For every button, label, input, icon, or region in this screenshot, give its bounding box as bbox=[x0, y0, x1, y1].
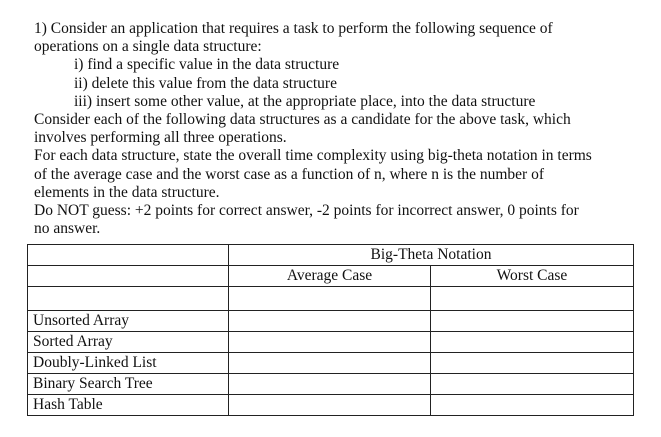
operation-delete: ii) delete this value from the data structure bbox=[74, 74, 337, 92]
worst-case-header: Worst Case bbox=[431, 266, 634, 287]
average-case-answer-cell[interactable] bbox=[229, 332, 431, 353]
table-row bbox=[28, 395, 634, 416]
average-case-answer-cell[interactable] bbox=[229, 353, 431, 374]
corner-cell bbox=[28, 245, 229, 266]
complexity-table bbox=[27, 244, 634, 416]
operation-find: i) find a specific value in the data structure bbox=[74, 56, 340, 74]
worst-case-answer-cell[interactable] bbox=[431, 374, 634, 395]
row-label-hash-table: Hash Table bbox=[28, 395, 229, 416]
worst-case-answer-cell[interactable] bbox=[431, 353, 634, 374]
average-case-header: Average Case bbox=[229, 266, 431, 287]
big-theta-header: Big-Theta Notation bbox=[229, 245, 634, 266]
worst-case-answer-cell[interactable] bbox=[431, 395, 634, 416]
question-line: Consider each of the following data structures as a candidate for the above task, which bbox=[34, 111, 571, 129]
row-label-sorted-array: Sorted Array bbox=[28, 332, 229, 353]
question-line: involves performing all three operations. bbox=[34, 129, 287, 147]
average-case-answer-cell[interactable] bbox=[229, 311, 431, 332]
corner-cell bbox=[28, 266, 229, 287]
row-label-binary-search-tree: Binary Search Tree bbox=[28, 374, 229, 395]
row-label-doubly-linked-list: Doubly-Linked List bbox=[28, 353, 229, 374]
operation-insert: iii) insert some other value, at the appropriate place, into the data structure bbox=[74, 92, 536, 110]
question-line: For each data structure, state the overall time complexity using big-theta notation in terms bbox=[34, 147, 592, 165]
question-line: 1) Consider an application that requires a task to perform the following sequence of bbox=[34, 20, 553, 37]
table-header-row bbox=[28, 245, 634, 266]
row-label-unsorted-array: Unsorted Array bbox=[28, 311, 229, 332]
table-row bbox=[28, 311, 634, 332]
worst-case-answer-cell[interactable] bbox=[431, 311, 634, 332]
table-subheader-row bbox=[28, 266, 634, 287]
question-line: elements in the data structure. bbox=[34, 183, 220, 201]
empty-cell bbox=[229, 287, 431, 311]
table-row bbox=[28, 332, 634, 353]
table-row bbox=[28, 374, 634, 395]
question-line: operations on a single data structure: bbox=[34, 38, 262, 56]
question-line: of the average case and the worst case as a function of n, where n is the number of bbox=[34, 165, 545, 183]
question-text bbox=[34, 20, 654, 238]
grading-note: no answer. bbox=[34, 220, 101, 238]
average-case-answer-cell[interactable] bbox=[229, 395, 431, 416]
worst-case-answer-cell[interactable] bbox=[431, 332, 634, 353]
empty-cell bbox=[28, 287, 229, 311]
grading-note: Do NOT guess: +2 points for correct answer, -2 points for incorrect answer, 0 points for bbox=[34, 202, 579, 220]
table-spacer-row bbox=[28, 287, 634, 311]
average-case-answer-cell[interactable] bbox=[229, 374, 431, 395]
empty-cell bbox=[431, 287, 634, 311]
table-row bbox=[28, 353, 634, 374]
